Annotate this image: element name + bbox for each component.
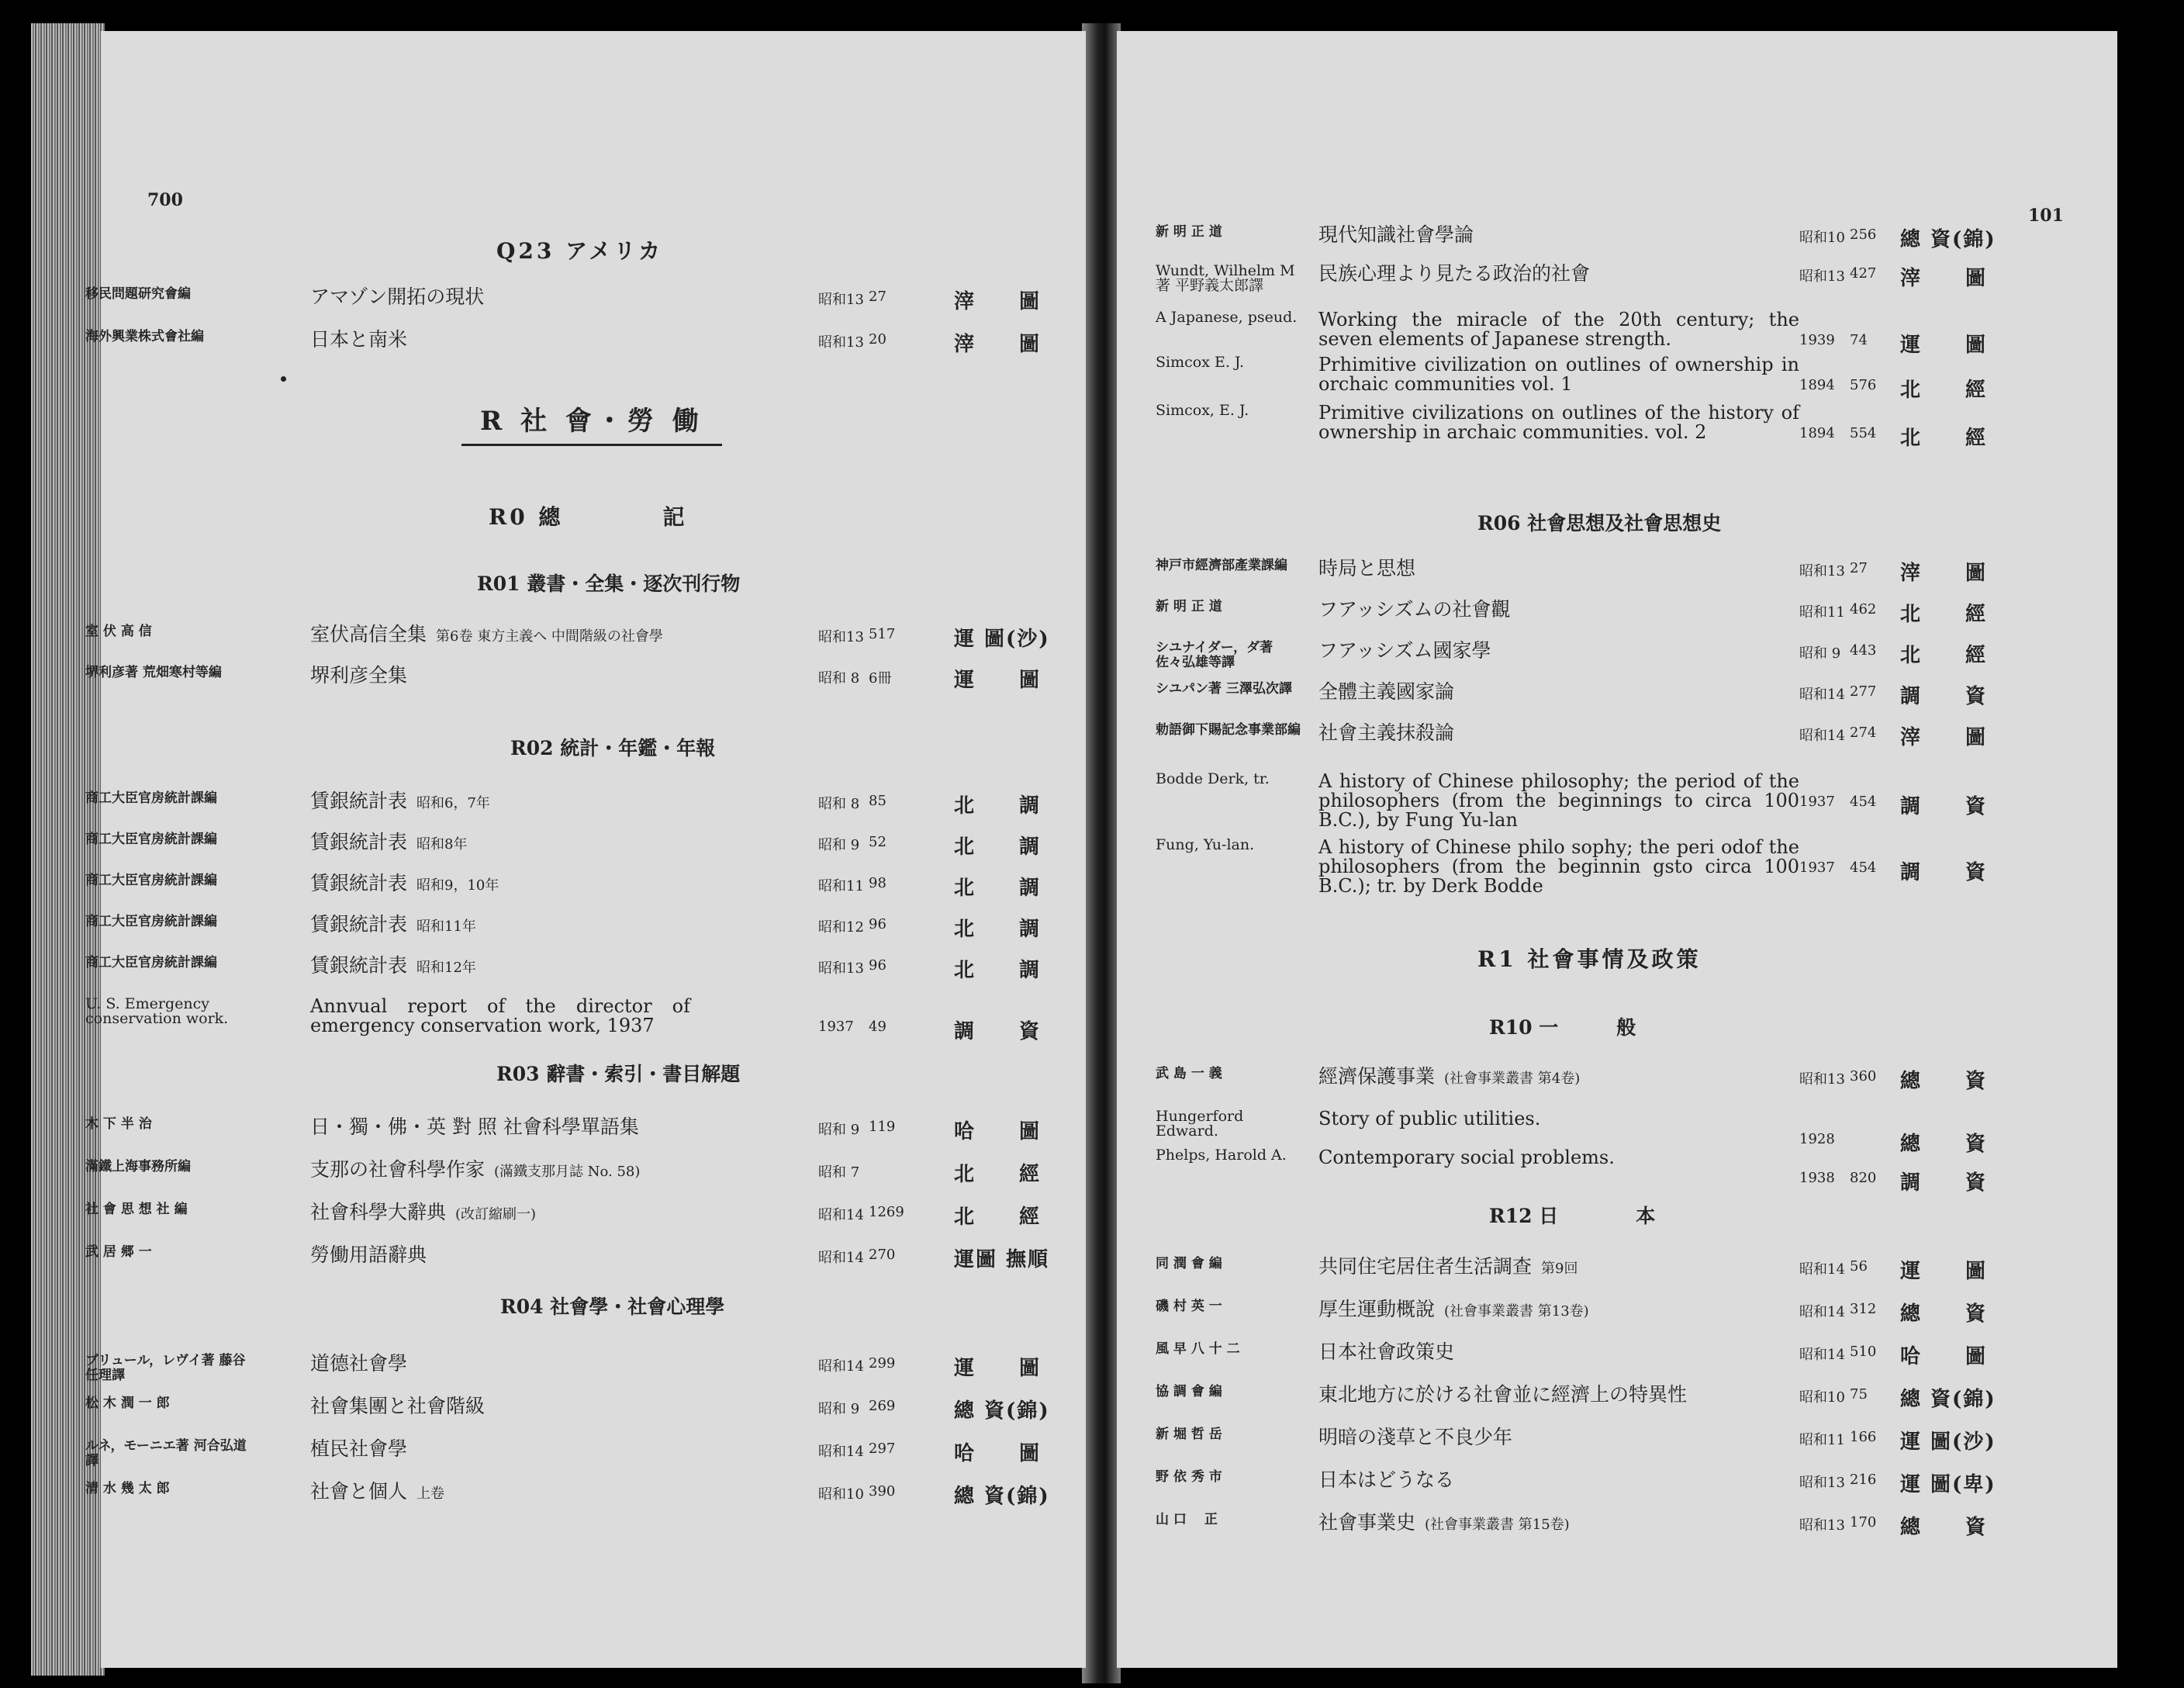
entry-pages: 98 xyxy=(869,875,886,891)
entry-subtitle: 昭和9，10年 xyxy=(416,877,499,894)
entry-title: 現代知識社會學論 xyxy=(1318,223,1474,246)
entry-pages: 74 xyxy=(1850,332,1868,348)
entry-location: 北 調 xyxy=(954,877,1042,900)
entry-author: 同 潤 會 編 xyxy=(1156,1256,1222,1271)
entry-year: 昭和14 xyxy=(818,1444,864,1460)
entry-subtitle: 昭和11年 xyxy=(416,918,476,935)
entry-author: 商工大臣官房統計課編 xyxy=(85,914,217,929)
entry-year: 1937 xyxy=(1799,794,1835,810)
entry-location: 運 圖 xyxy=(1900,334,1988,357)
entry-subtitle: 第9回 xyxy=(1541,1261,1578,1277)
entry-pages: 270 xyxy=(869,1247,896,1263)
r04-heading: R04 社會學・社會心理學 xyxy=(500,1295,725,1318)
entry-location: 滓 圖 xyxy=(954,290,1042,313)
entry-year: 昭和 9 xyxy=(818,1122,860,1138)
entry-pages: 56 xyxy=(1850,1258,1868,1275)
entry-location: 北 調 xyxy=(954,959,1042,982)
chapter-heading-r: R 社 會・勞 働 xyxy=(461,400,722,446)
entry-title: 社會主義抹殺論 xyxy=(1318,721,1455,744)
entry-author: 商工大臣官房統計課編 xyxy=(85,955,217,970)
q23-heading: Q23 アメリカ xyxy=(496,238,664,264)
entry-year: 昭和13 xyxy=(1799,1475,1845,1491)
entry-year: 昭和13 xyxy=(818,629,864,645)
entry-author: A Japanese, pseud. xyxy=(1156,309,1298,326)
entry-title: 社會科學大辭典 (改訂縮刷一) xyxy=(310,1201,537,1223)
entry-year: 昭和14 xyxy=(818,1250,864,1266)
entry-author: Simcox, E. J. xyxy=(1156,402,1249,419)
entry-year: 昭和14 xyxy=(1799,1261,1845,1278)
entry-title: 日本社會政策史 xyxy=(1318,1340,1455,1363)
entry-year: 昭和10 xyxy=(1799,1389,1845,1406)
entry-pages: 517 xyxy=(869,626,896,642)
entry-title: Contemporary social problems. xyxy=(1318,1147,1615,1168)
entry-pages: 427 xyxy=(1850,265,1877,282)
entry-title: Working the miracle of the 20th century; the seven elements of Japanese strength. xyxy=(1318,309,1799,350)
entry-year: 昭和11 xyxy=(818,878,864,894)
entry-location: 總 資 xyxy=(1900,1516,1988,1539)
entry-location: 滓 圖 xyxy=(954,333,1042,356)
entry-author: 移民問題研究會編 xyxy=(85,286,191,302)
entry-year: 昭和14 xyxy=(1799,728,1845,744)
entry-title: 全體主義國家論 xyxy=(1318,680,1455,703)
entry-title: フアッシズムの社會觀 xyxy=(1318,598,1511,621)
entry-author: U. S. Emergency conservation work. xyxy=(85,995,229,1027)
entry-year: 昭和13 xyxy=(1799,1071,1845,1088)
entry-title: 賃銀統計表 昭和12年 xyxy=(310,954,476,977)
entry-pages: 20 xyxy=(869,331,886,348)
entry-title: 支那の社會科學作家 (滿鐵支那月誌 No. 58) xyxy=(310,1158,641,1181)
entry-year: 昭和14 xyxy=(818,1207,864,1223)
entry-title: Story of public utilities. xyxy=(1318,1108,1541,1129)
entry-author: Wundt, Wilhelm M 著 平野義太郎譯 xyxy=(1156,262,1295,294)
entry-year: 昭和13 xyxy=(818,334,864,351)
entry-title: 勞働用語辭典 xyxy=(310,1244,427,1266)
entry-year: 昭和13 xyxy=(818,960,864,977)
entry-year: 昭和 9 xyxy=(818,1401,860,1417)
entry-location: 運 圖 xyxy=(1900,1260,1988,1283)
book-edge-left xyxy=(31,23,105,1676)
entry-author: 堺利彦著 荒畑寒村等編 xyxy=(85,665,222,680)
entry-location: 總 資 xyxy=(1900,1302,1988,1326)
entry-title: 賃銀統計表 昭和8年 xyxy=(310,831,468,853)
entry-year: 1894 xyxy=(1799,425,1835,441)
entry-location: 滓 圖 xyxy=(1900,562,1988,585)
entry-author: 商工大臣官房統計課編 xyxy=(85,790,217,806)
entry-year: 昭和13 xyxy=(1799,268,1845,285)
entry-author: 新 明 正 道 xyxy=(1156,224,1222,240)
entry-title: 社會事業史 (社會事業叢書 第15卷) xyxy=(1318,1511,1570,1534)
entry-author: 商工大臣官房統計課編 xyxy=(85,832,217,847)
entry-year: 昭和 9 xyxy=(1799,645,1841,662)
entry-pages: 6冊 xyxy=(869,670,892,687)
entry-subtitle: (滿鐵支那月誌 No. 58) xyxy=(494,1164,641,1180)
entry-year: 昭和10 xyxy=(1799,230,1845,246)
entry-year: 昭和12 xyxy=(818,919,864,936)
entry-pages: 297 xyxy=(869,1441,896,1457)
entry-location: 總 資(錦) xyxy=(954,1399,1050,1423)
entry-pages: 96 xyxy=(869,957,886,974)
entry-year: 1938 xyxy=(1799,1170,1835,1186)
entry-author: 風 早 八 十 二 xyxy=(1156,1341,1240,1357)
entry-subtitle: 上卷 xyxy=(416,1486,445,1502)
entry-pages: 170 xyxy=(1850,1514,1877,1531)
entry-author: Simcox E. J. xyxy=(1156,354,1245,371)
entry-location: 北 經 xyxy=(1900,427,1988,450)
entry-author: シユパン著 三澤弘次譯 xyxy=(1156,681,1292,697)
entry-location: 運圖 撫順 xyxy=(954,1248,1050,1271)
r10-heading: R10 一 般 xyxy=(1489,1016,1636,1039)
entry-author: ルネ，モーニエ著 河合弘道譯 xyxy=(85,1438,247,1468)
entry-location: 總 資 xyxy=(1900,1133,1988,1156)
entry-title: 堺利彦全集 xyxy=(310,664,408,687)
entry-location: 北 調 xyxy=(954,794,1042,818)
entry-pages: 277 xyxy=(1850,683,1877,700)
entry-pages: 49 xyxy=(869,1019,886,1035)
entry-title: A history of Chinese philo sophy; the peri odof the philosophers (from the beginnin gsto circa 100 B.C.); tr. by Derk Bodde xyxy=(1318,836,1799,897)
entry-title: 明暗の淺草と不良少年 xyxy=(1318,1426,1513,1448)
r01-heading: R01 叢書・全集・逐次刊行物 xyxy=(477,572,741,595)
entry-title: 社會と個人 上卷 xyxy=(310,1480,445,1503)
entry-year: 昭和 8 xyxy=(818,796,860,812)
entry-title: アマゾン開拓の現状 xyxy=(310,285,485,308)
entry-location: 總 資(錦) xyxy=(1900,228,1996,251)
entry-author: 勅語御下賜記念事業部編 xyxy=(1156,722,1301,738)
entry-title: 厚生運動概說 (社會事業叢書 第13卷) xyxy=(1318,1298,1589,1320)
entry-pages: 256 xyxy=(1850,227,1877,243)
entry-year: 1937 xyxy=(818,1019,854,1035)
entry-author: 武 居 郷 一 xyxy=(85,1244,152,1260)
entry-location: 哈 圖 xyxy=(954,1120,1042,1143)
entry-author: Fung, Yu-lan. xyxy=(1156,836,1255,853)
entry-pages: 1269 xyxy=(869,1204,904,1220)
entry-title: 植民社會學 xyxy=(310,1437,408,1460)
left-page-number: 700 xyxy=(147,190,183,210)
entry-pages: 216 xyxy=(1850,1472,1877,1488)
entry-author: Hungerford Edward. xyxy=(1156,1108,1244,1140)
entry-year: 昭和 7 xyxy=(818,1164,860,1181)
entry-subtitle: (改訂縮刷一) xyxy=(455,1206,537,1223)
entry-pages: 75 xyxy=(1850,1386,1868,1403)
r12-heading: R12 日 本 xyxy=(1489,1205,1656,1227)
entry-location: 北 調 xyxy=(954,835,1042,859)
entry-location: 運 圖 xyxy=(954,669,1042,692)
entry-author: 海外興業株式會社編 xyxy=(85,329,204,344)
entry-subtitle: (社會事業叢書 第15卷) xyxy=(1425,1517,1570,1533)
entry-author: 磯 村 英 一 xyxy=(1156,1299,1222,1314)
entry-title: 日本はどうなる xyxy=(1318,1468,1455,1491)
entry-title: 社會集團と社會階級 xyxy=(310,1395,486,1417)
entry-author: 松 木 潤 一 郎 xyxy=(85,1396,170,1411)
entry-location: 調 資 xyxy=(1900,1171,1988,1195)
entry-pages: 360 xyxy=(1850,1068,1877,1084)
entry-pages: 312 xyxy=(1850,1301,1877,1317)
entry-location: 運 圖 xyxy=(954,1357,1042,1380)
entry-author: 商工大臣官房統計課編 xyxy=(85,873,217,888)
entry-author: Bodde Derk, tr. xyxy=(1156,770,1270,787)
entry-year: 昭和11 xyxy=(1799,604,1845,621)
entry-pages: 554 xyxy=(1850,425,1877,441)
entry-author: 新 明 正 道 xyxy=(1156,599,1222,614)
entry-author: 神戸市經濟部產業課編 xyxy=(1156,558,1287,573)
entry-subtitle: 昭和12年 xyxy=(416,960,476,976)
entry-location: 北 經 xyxy=(1900,379,1988,402)
entry-title: 東北地方に於ける社會並に經濟上の特異性 xyxy=(1318,1383,1688,1406)
entry-title: 民族心理より見たる政治的社會 xyxy=(1318,262,1591,285)
left-page xyxy=(85,31,1086,1668)
entry-location: 北 經 xyxy=(1900,644,1988,667)
entry-author: 清 水 幾 太 郎 xyxy=(85,1481,170,1496)
book-gutter xyxy=(1082,23,1121,1683)
entry-title: 日・獨・佛・英 對 照 社會科學單語集 xyxy=(310,1116,639,1138)
entry-location: 總 資 xyxy=(1900,1070,1988,1093)
entry-year: 昭和13 xyxy=(1799,563,1845,579)
entry-pages: 52 xyxy=(869,834,886,850)
entry-location: 北 經 xyxy=(954,1205,1042,1229)
entry-location: 北 調 xyxy=(954,918,1042,941)
entry-author: 新 堀 哲 岳 xyxy=(1156,1427,1222,1442)
entry-pages: 576 xyxy=(1850,377,1877,393)
entry-title: フアッシズム國家學 xyxy=(1318,639,1491,662)
entry-pages: 390 xyxy=(869,1483,896,1499)
right-page-number: 101 xyxy=(2028,206,2064,226)
entry-title: 時局と思想 xyxy=(1318,557,1416,579)
entry-title: 賃銀統計表 昭和9，10年 xyxy=(310,872,499,894)
r03-heading: R03 辭書・索引・書目解題 xyxy=(496,1063,741,1085)
entry-author: 野 依 秀 市 xyxy=(1156,1469,1222,1485)
entry-year: 昭和 8 xyxy=(818,670,860,687)
entry-author: 協 調 會 編 xyxy=(1156,1384,1222,1399)
entry-subtitle: (社會事業叢書 第4卷) xyxy=(1444,1071,1581,1087)
entry-pages: 462 xyxy=(1850,601,1877,617)
entry-pages: 454 xyxy=(1850,794,1877,810)
entry-author: Phelps, Harold A. xyxy=(1156,1147,1287,1164)
entry-location: 調 資 xyxy=(954,1020,1042,1043)
entry-title: 賃銀統計表 昭和6，7年 xyxy=(310,790,490,812)
entry-year: 昭和10 xyxy=(818,1486,864,1503)
entry-pages: 269 xyxy=(869,1398,896,1414)
entry-location: 總 資(錦) xyxy=(1900,1388,1996,1411)
entry-pages: 443 xyxy=(1850,642,1877,659)
entry-title: 日本と南米 xyxy=(310,328,408,351)
entry-title: 共同住宅居住者生活調查 第9回 xyxy=(1318,1255,1578,1278)
entry-year: 昭和14 xyxy=(1799,1304,1845,1320)
entry-year: 昭和14 xyxy=(818,1358,864,1375)
entry-title: 經濟保護事業 (社會事業叢書 第4卷) xyxy=(1318,1065,1581,1088)
entry-location: 北 經 xyxy=(954,1163,1042,1186)
entry-year: 昭和11 xyxy=(1799,1432,1845,1448)
ink-dot xyxy=(281,376,286,382)
entry-author: 木 下 半 治 xyxy=(85,1116,152,1132)
entry-pages: 820 xyxy=(1850,1170,1877,1186)
r02-heading: R02 統計・年鑑・年報 xyxy=(510,737,716,759)
entry-author: 滿鐵上海事務所編 xyxy=(85,1159,191,1174)
r1-heading: R1 社會事情及政策 xyxy=(1477,946,1702,972)
entry-author: ブリュール，レヴイ著 藤谷任理譯 xyxy=(85,1353,246,1383)
entry-location: 總 資(錦) xyxy=(954,1485,1050,1508)
entry-title: 道德社會學 xyxy=(310,1352,408,1375)
entry-pages: 166 xyxy=(1850,1429,1877,1445)
entry-author: 社 會 思 想 社 編 xyxy=(85,1202,188,1217)
entry-location: 調 資 xyxy=(1900,861,1988,884)
entry-title: Annvual report of the director of emergency conservation work, 1937 xyxy=(310,995,690,1036)
entry-year: 昭和13 xyxy=(818,292,864,308)
entry-year: 昭和 9 xyxy=(818,837,860,853)
entry-pages: 299 xyxy=(869,1355,896,1372)
entry-author: シユナイダー，ダ著 佐々弘雄等譯 xyxy=(1156,640,1273,670)
entry-title: 室伏高信全集 第6卷 東方主義へ 中間階級の社會學 xyxy=(310,623,663,645)
entry-location: 哈 圖 xyxy=(954,1442,1042,1465)
entry-pages: 27 xyxy=(1850,560,1868,576)
right-page xyxy=(1117,31,2117,1668)
entry-location: 調 資 xyxy=(1900,795,1988,818)
entry-location: 滓 圖 xyxy=(1900,726,1988,749)
entry-location: 調 資 xyxy=(1900,685,1988,708)
entry-subtitle: 昭和8年 xyxy=(416,836,468,853)
entry-year: 昭和14 xyxy=(1799,1347,1845,1363)
entry-subtitle: 第6卷 東方主義へ 中間階級の社會學 xyxy=(436,628,663,645)
entry-year: 1937 xyxy=(1799,860,1835,876)
entry-title: 賃銀統計表 昭和11年 xyxy=(310,913,476,936)
entry-pages: 119 xyxy=(869,1119,896,1135)
entry-pages: 96 xyxy=(869,916,886,932)
entry-pages: 274 xyxy=(1850,725,1877,741)
entry-year: 昭和14 xyxy=(1799,687,1845,703)
entry-subtitle: (社會事業叢書 第13卷) xyxy=(1444,1303,1589,1320)
entry-location: 滓 圖 xyxy=(1900,267,1988,290)
r0-heading: R0 總 記 xyxy=(489,504,688,530)
entry-year: 1894 xyxy=(1799,377,1835,393)
entry-author: 山 口 正 xyxy=(1156,1512,1218,1527)
entry-author: 室 伏 高 信 xyxy=(85,624,152,639)
entry-title: A history of Chinese philosophy; the period of the philosophers (from the beginnings to circa 100 B.C.), by Fung Yu-lan xyxy=(1318,770,1799,831)
entry-pages: 454 xyxy=(1850,860,1877,876)
entry-location: 運 圖(沙) xyxy=(1900,1430,1996,1454)
entry-year: 1928 xyxy=(1799,1131,1835,1147)
entry-location: 北 經 xyxy=(1900,603,1988,626)
r06-heading: R06 社會思想及社會思想史 xyxy=(1477,512,1722,534)
entry-author: 武 島 一 義 xyxy=(1156,1066,1222,1081)
entry-location: 運 圖(卑) xyxy=(1900,1473,1996,1496)
entry-title: Prhimitive civilization on outlines of ownership in orchaic communities vol. 1 xyxy=(1318,354,1799,395)
entry-location: 運 圖(沙) xyxy=(954,628,1050,651)
entry-pages: 27 xyxy=(869,289,886,305)
entry-year: 1939 xyxy=(1799,332,1835,348)
entry-subtitle: 昭和6，7年 xyxy=(416,795,490,811)
entry-pages: 85 xyxy=(869,793,886,809)
entry-title: Primitive civilizations on outlines of the history of ownership in archaic communities. vol. 2 xyxy=(1318,402,1799,443)
entry-pages: 510 xyxy=(1850,1344,1877,1360)
entry-location: 哈 圖 xyxy=(1900,1345,1988,1368)
entry-year: 昭和13 xyxy=(1799,1517,1845,1534)
